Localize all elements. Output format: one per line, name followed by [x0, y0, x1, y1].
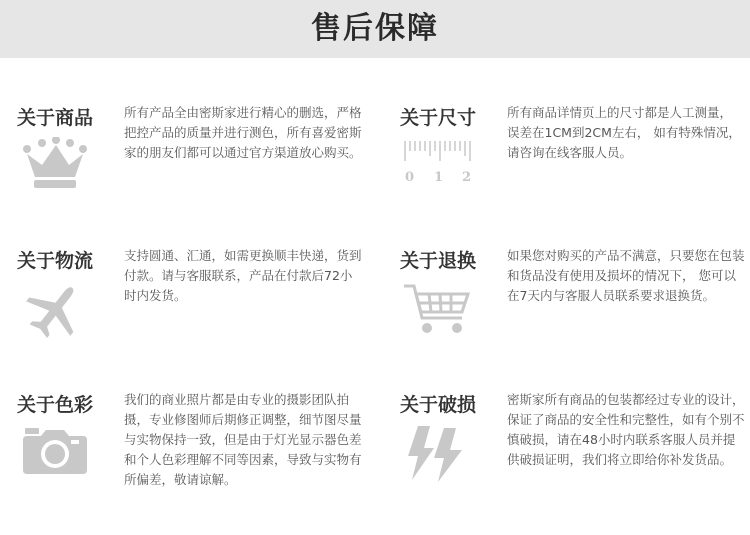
section-product: [17, 103, 362, 233]
ruler-label: 0: [405, 170, 415, 185]
section-heading: 关于尺寸: [400, 107, 477, 129]
ruler-label: 2: [462, 170, 472, 185]
section-description: 密斯家所有商品的包装都经过专业的设计，保证了商品的安全性和完整性，如有个别不慎破损，请在48小时内联系客服人员并提供破损证明，我们将立即给你补发货品。: [507, 392, 745, 467]
section-heading: 关于色彩: [17, 394, 94, 416]
shopping-cart-icon: [402, 280, 474, 340]
title-banner: [0, 0, 750, 58]
section-description: 所有产品全由密斯家进行精心的删选，严格把控产品的质量并进行测色，所有喜爱密斯家的朋友们都可以通过官方渠道放心购买。: [124, 105, 362, 160]
section-returns: [400, 246, 745, 376]
section-heading: 关于破损: [400, 394, 477, 416]
section-damage: [400, 390, 745, 520]
crown-icon: [19, 137, 91, 197]
page-title: 售后保障: [311, 11, 439, 46]
airplane-icon: [19, 280, 91, 340]
section-shipping: [17, 246, 362, 376]
section-heading: 关于物流: [17, 250, 94, 272]
section-description: 我们的商业照片都是由专业的摄影团队拍摄，专业修图师后期修正调整，细节图尽量与实物保持一致，但是由于灯光显示器色差和个人色彩理解不同等因素，导致与实物有所偏差，敬请谅解。: [124, 392, 362, 487]
section-description: 所有商品详情页上的尺寸都是人工测量， 误差在1CM到2CM左右， 如有特殊情况， 请咨询在线客服人员。: [507, 105, 741, 160]
section-size: [400, 103, 745, 233]
section-heading: 关于退换: [400, 250, 477, 272]
section-description: 如果您对购买的产品不满意，只要您在包装和货品没有使用及损坏的情况下， 您可以在7天内与客服人员联系要求退换货。: [507, 248, 745, 303]
section-color: [17, 390, 362, 520]
ruler-label: 1: [434, 170, 444, 185]
ruler-icon: [402, 137, 474, 197]
camera-icon: [19, 424, 91, 484]
lightning-icon: [402, 424, 474, 484]
section-description: 支持圆通、汇通，如需更换顺丰快递，货到付款。请与客服联系，产品在付款后72小时内发货。: [124, 248, 362, 303]
section-heading: 关于商品: [17, 107, 94, 129]
